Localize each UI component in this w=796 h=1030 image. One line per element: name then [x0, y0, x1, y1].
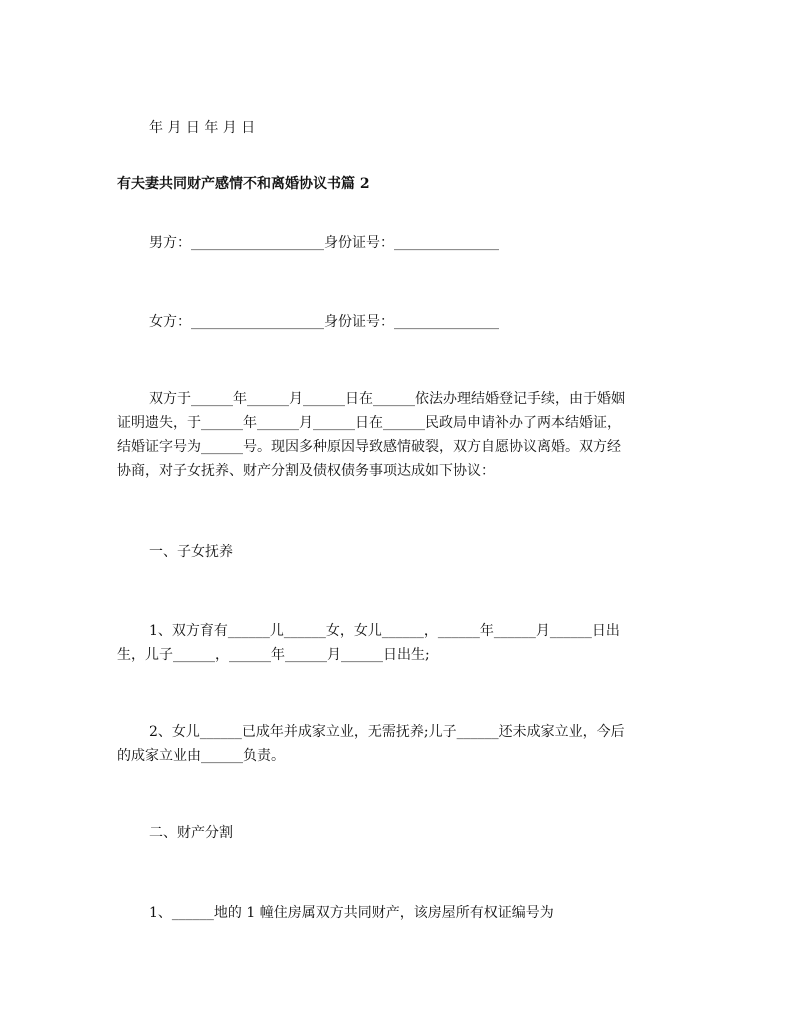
female-party-line: 女方：___________________身份证号：_______________ [149, 314, 499, 330]
children-item1-line-1: 1、双方育有______儿______女，女儿______，______年______月______日出 [149, 623, 620, 639]
male-party-line: 男方：___________________身份证号：_______________ [149, 235, 499, 251]
children-item2-line-2: 的成家立业由______负责。 [117, 748, 285, 764]
section-title: 有夫妻共同财产感情不和离婚协议书篇 2 [117, 176, 370, 192]
intro-line-2: 证明遗失，于______年______月______日在______民政局申请补办了两本结婚证， [117, 415, 621, 431]
intro-line-4: 协商，对子女抚养、财产分割及债权债务事项达成如下协议： [117, 463, 495, 479]
children-item2-line-1: 2、女儿______已成年并成家立业，无需抚养;儿子______还未成家立业，今后 [149, 724, 625, 740]
property-item1: 1、______地的 1 幢住房属双方共同财产，该房屋所有权证编号为 [149, 905, 554, 921]
children-item1-line-2: 生，儿子______，______年______月______日出生; [117, 647, 430, 663]
date-line: 年 月 日 年 月 日 [149, 120, 256, 136]
intro-line-1: 双方于______年______月______日在______依法办理结婚登记手续，由于婚姻 [149, 391, 625, 407]
intro-line-3: 结婚证字号为______号。现因多种原因导致感情破裂，双方自愿协议离婚。双方经 [117, 439, 621, 455]
heading-property: 二、财产分割 [149, 825, 233, 841]
heading-children: 一、子女抚养 [149, 544, 233, 560]
